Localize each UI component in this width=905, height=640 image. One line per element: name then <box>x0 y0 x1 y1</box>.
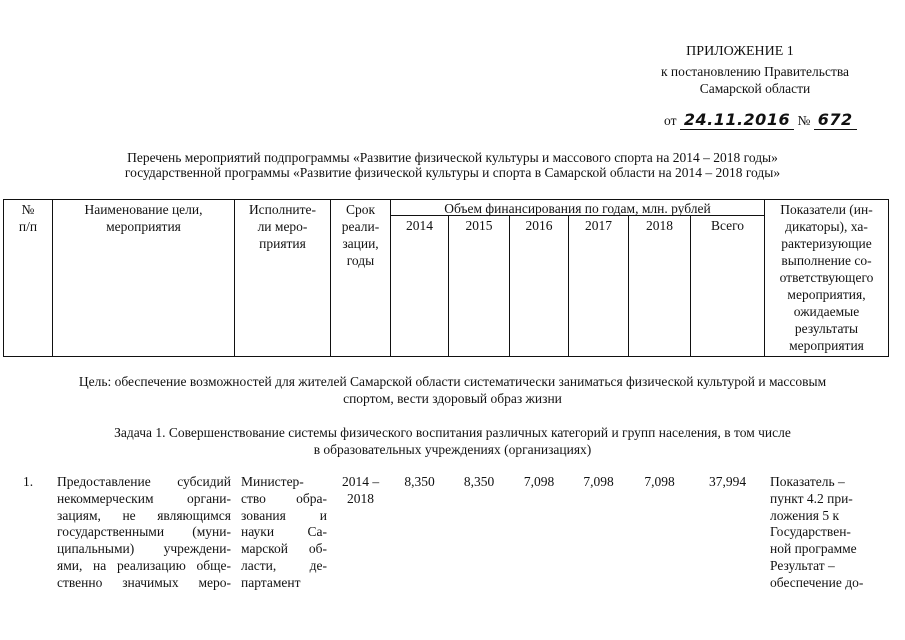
decree-date-row <box>664 110 857 129</box>
row1-activity-name: Предоставление субсидий некоммерческим органи- зациям, не являющимся государственными (муни- ципальными) учреждени- ями, на реализацию обще- ственно значимых меро- <box>57 474 231 590</box>
task-line1: Задача 1. Совершенствование системы физического воспитания различных категорий и групп населения, в том числе <box>114 425 791 440</box>
document-title-line2: государственной программы «Развитие физической культуры и спорта в Самарской области на 2014 – 2018 годы» <box>124 165 781 180</box>
col-executor-header: Исполните- ли меро- приятия <box>248 202 317 251</box>
date-prefix: от <box>664 113 677 128</box>
appendix-title: ПРИЛОЖЕНИЕ 1 <box>686 44 794 59</box>
year-2016-header: 2016 <box>525 218 553 233</box>
goal-line2: спортом, вести здоровый образ жизни <box>343 391 562 406</box>
year-2017-header: 2017 <box>585 218 612 233</box>
col-term-header: Срок реали- зации, годы <box>341 202 380 268</box>
total-header: Всего <box>710 218 745 233</box>
row1-value-2017: 7,098 <box>583 474 614 489</box>
row1-term: 2014 – 2018 <box>341 474 380 506</box>
col-name-header: Наименование цели, мероприятия <box>84 202 203 234</box>
goal-line1: Цель: обеспечение возможностей для жителей Самарской области систематически заниматься физической культурой и массовым <box>78 374 827 389</box>
year-2015-header: 2015 <box>465 218 493 233</box>
row1-executor: Министер- ство обра- зования и науки Са- марской об- ласти, де- партамент <box>241 474 327 590</box>
number-prefix: № <box>797 113 811 128</box>
decree-date: 24.11.2016 <box>680 110 794 130</box>
row1-value-2014: 8,350 <box>404 474 435 489</box>
row1-value-2016: 7,098 <box>523 474 555 489</box>
task-line2: в образовательных учреждениях (организациях) <box>313 442 592 457</box>
row1-value-2018: 7,098 <box>644 474 675 489</box>
decree-reference: к постановлению Правительства <box>660 64 850 79</box>
row1-value-total: 37,994 <box>708 474 747 489</box>
year-2018-header: 2018 <box>646 218 673 233</box>
col-num-header: № п/п <box>18 202 38 234</box>
document-title-line1: Перечень мероприятий подпрограммы «Развитие физической культуры и массового спорта на 2014 – 2018 годы» <box>127 150 778 165</box>
decree-number: 672 <box>814 110 857 130</box>
col-indicators-header: Показатели (ин- дикаторы), ха- рактеризующие выполнение со- ответствующего мероприятия, ожидаемые результаты мероприятия <box>779 202 874 353</box>
row1-value-2015: 8,350 <box>463 474 495 489</box>
year-2014-header: 2014 <box>406 218 433 233</box>
row1-indicators: Показатель – пункт 4.2 при- ложения 5 к Государствен- ной программе Результат – обеспечение до- <box>770 474 864 590</box>
row1-number: 1. <box>22 474 34 489</box>
region-name: Самарской области <box>699 81 811 96</box>
col-funding-header: Объем финансирования по годам, млн. рублей <box>444 201 711 216</box>
